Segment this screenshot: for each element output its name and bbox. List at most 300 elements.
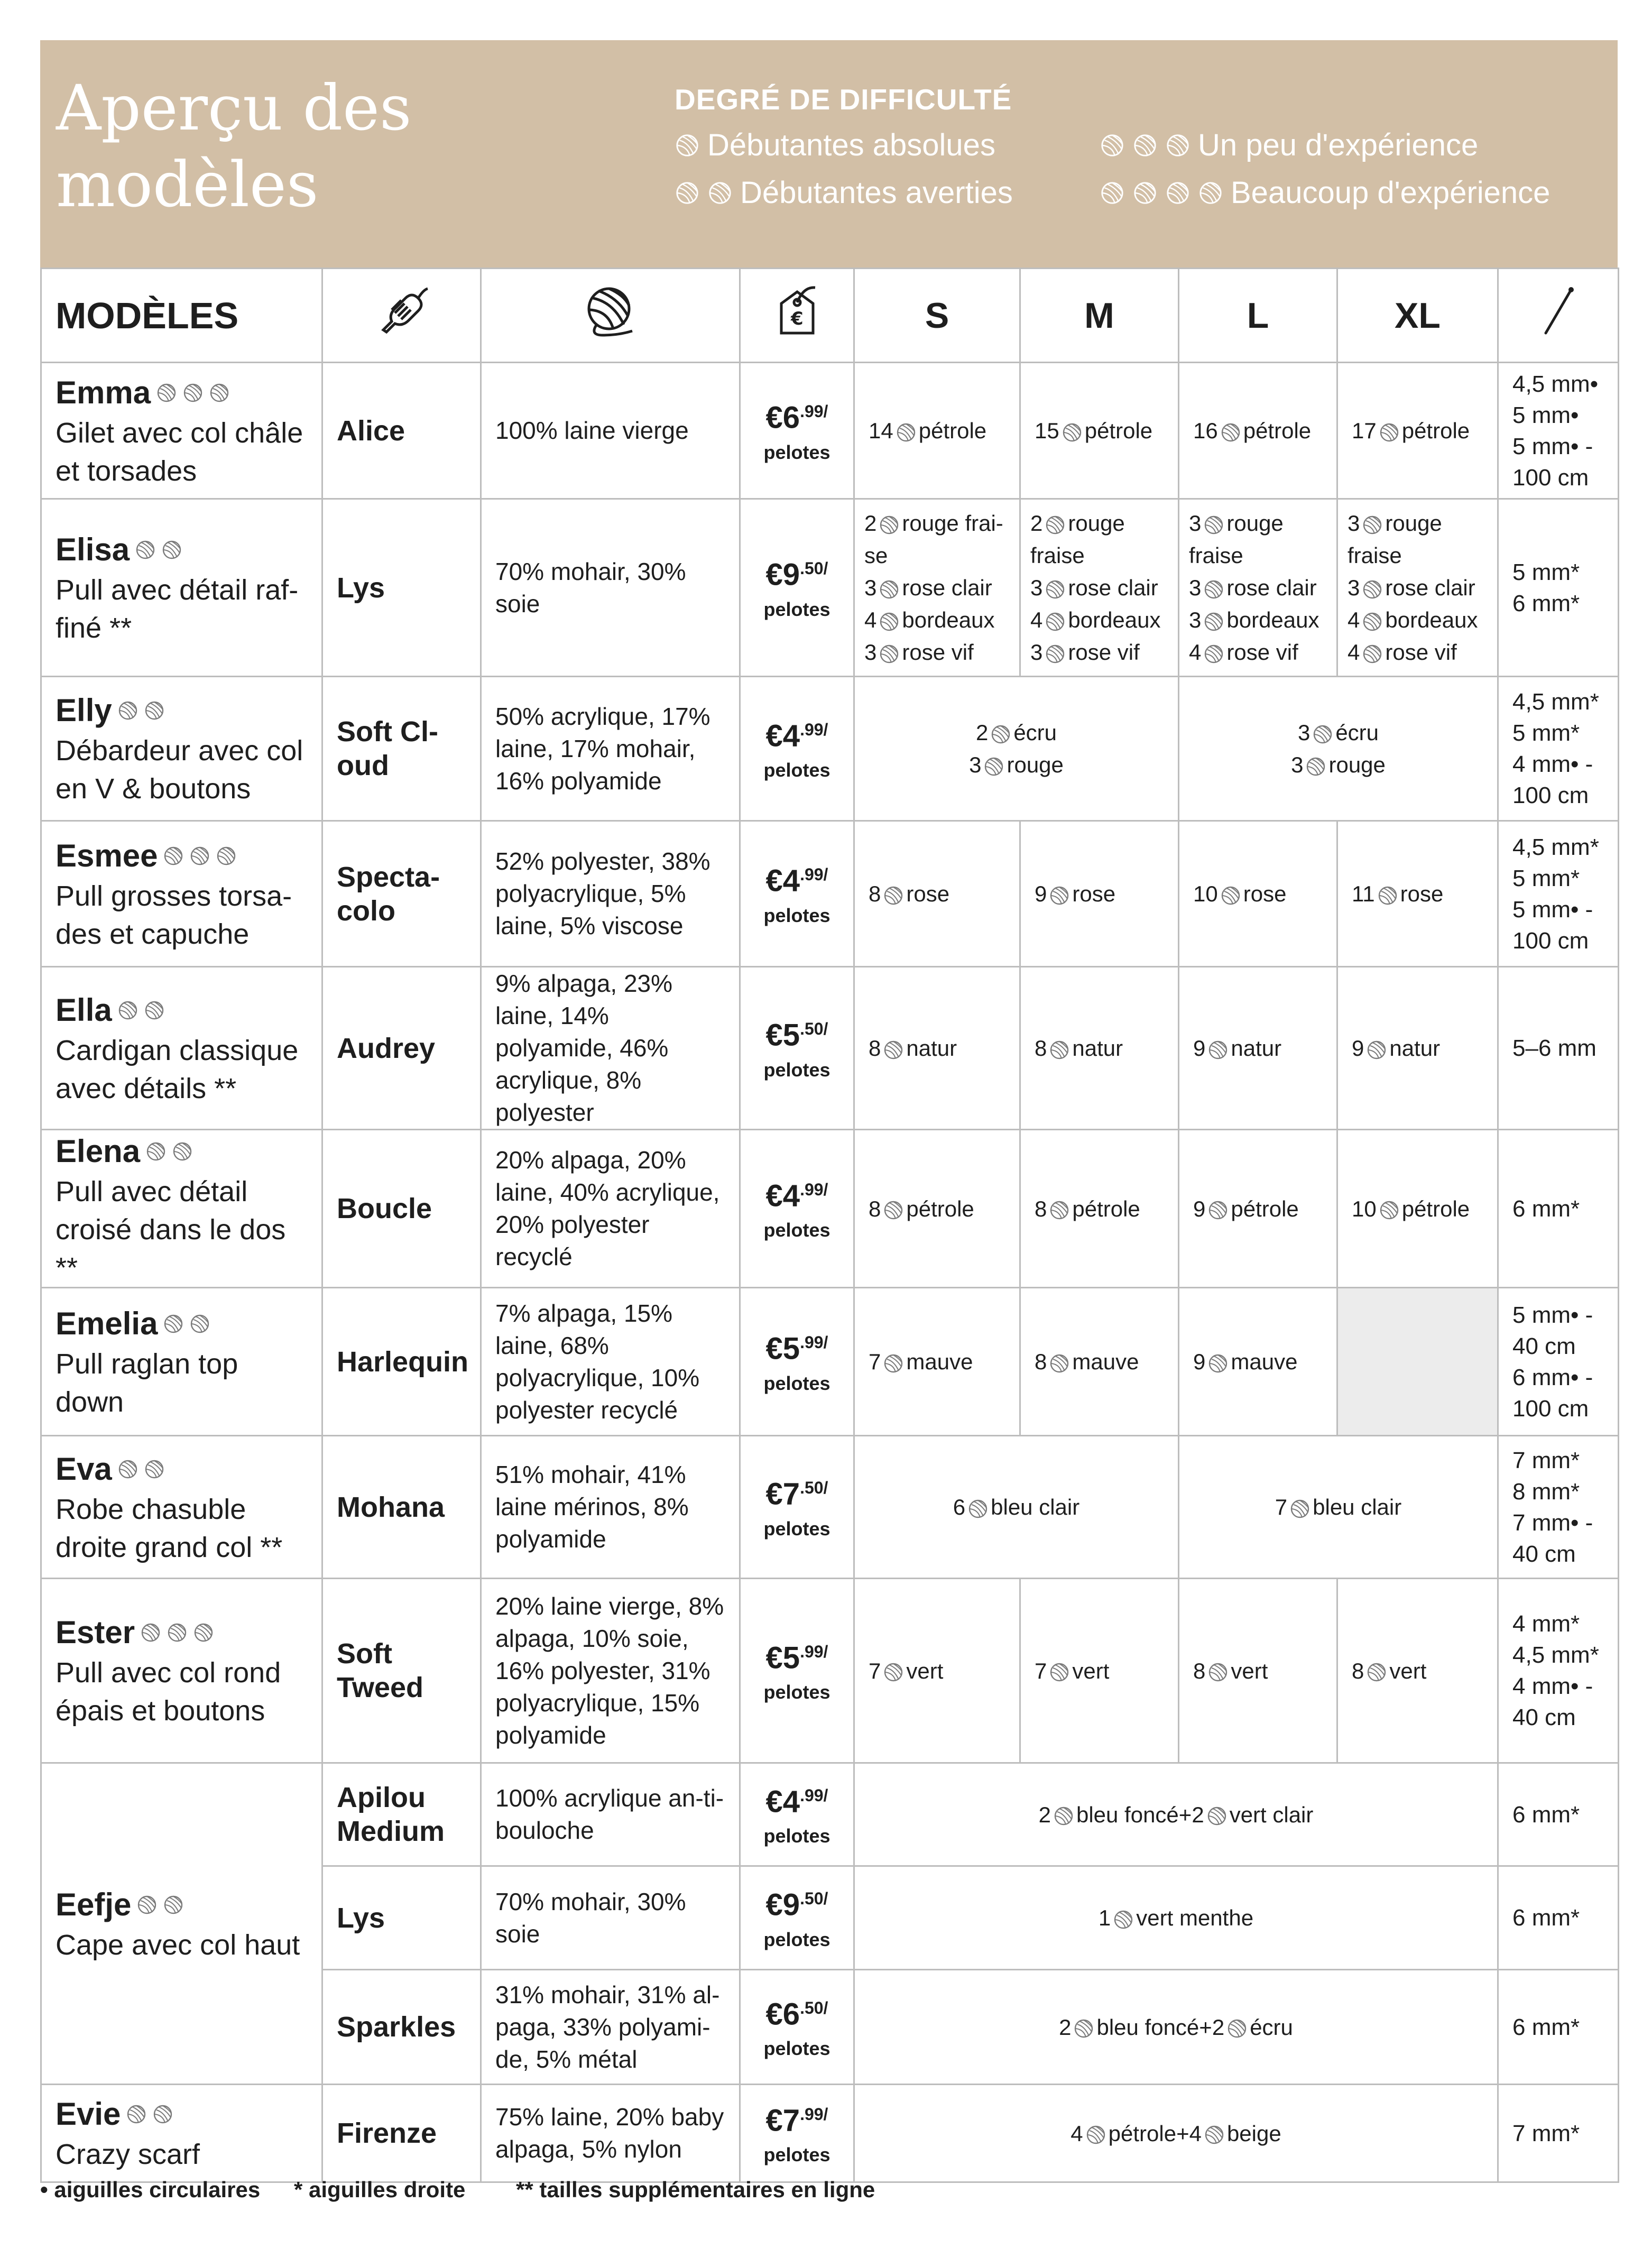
page-title bbox=[56, 70, 426, 223]
difficulty-level-2 bbox=[675, 175, 1013, 210]
model-name bbox=[56, 1448, 308, 1490]
yarn-ball-icon bbox=[209, 382, 230, 403]
model-cell bbox=[41, 1579, 322, 1763]
table-row bbox=[41, 1130, 1619, 1288]
needle-size: 5 mm• - bbox=[1512, 1302, 1593, 1328]
model-description: Débardeur avec col en V & boutons bbox=[56, 735, 303, 805]
composition-cell bbox=[481, 1130, 740, 1288]
quantity-color: rouge fraise bbox=[1030, 511, 1125, 568]
yarn-ball-icon bbox=[163, 1894, 184, 1915]
yarn-ball-icon bbox=[1226, 2018, 1248, 2039]
column-header-size-xl: XL bbox=[1337, 269, 1498, 363]
price-main: €5 bbox=[765, 1331, 800, 1366]
quantity-color: bleu foncé bbox=[1096, 2014, 1199, 2040]
quantity-line bbox=[869, 716, 1164, 749]
size-cell bbox=[854, 821, 1020, 967]
quantity-number: 8 bbox=[1035, 1036, 1047, 1061]
quantity-number: 2 bbox=[1059, 2014, 1072, 2040]
model-name bbox=[56, 989, 308, 1031]
size-cell bbox=[1337, 1130, 1498, 1288]
model-description: Pull avec col rond épais et boutons bbox=[56, 1657, 281, 1727]
yarn-ball-icon bbox=[1362, 643, 1383, 665]
quantity-number: 2 bbox=[1038, 1802, 1051, 1827]
yarn-ball-icon bbox=[967, 1498, 989, 1519]
needles-cell bbox=[1498, 821, 1619, 967]
price-cell bbox=[740, 1970, 854, 2085]
yarn-ball-icon bbox=[1045, 611, 1066, 632]
model-name-text: Evie bbox=[56, 2096, 121, 2132]
table-row bbox=[41, 1579, 1619, 1763]
quantity-color: rose vif bbox=[1385, 640, 1457, 665]
model-cell bbox=[41, 1130, 322, 1288]
price-value bbox=[741, 1777, 853, 1820]
difficulty-label: Beaucoup d'expérience bbox=[1231, 176, 1551, 210]
yarn-ball-icon bbox=[1049, 1662, 1070, 1683]
quantity-line bbox=[864, 636, 1010, 668]
needle-size: 40 cm bbox=[1512, 1333, 1576, 1359]
needle-size: 7 mm* bbox=[1512, 1447, 1580, 1473]
price-value bbox=[741, 711, 853, 754]
yarn-ball-icon bbox=[161, 539, 182, 560]
price-value bbox=[741, 1324, 853, 1367]
quantity-line bbox=[869, 414, 1005, 447]
size-cell bbox=[854, 1130, 1020, 1288]
quantity-color: rouge fraise bbox=[1189, 511, 1284, 568]
quantity-number: 3 bbox=[1189, 607, 1202, 632]
quantity-number: 4 bbox=[1189, 640, 1202, 665]
yarn-ball-icon bbox=[140, 1622, 161, 1643]
quantity-line bbox=[869, 1032, 1005, 1064]
needle-size: 6 mm• - bbox=[1512, 1364, 1593, 1390]
price-cell bbox=[740, 1579, 854, 1763]
price-unit: pelotes bbox=[763, 598, 830, 620]
quantity-line bbox=[1189, 572, 1327, 604]
yarn-ball-icon bbox=[675, 133, 700, 158]
yarn-ball-icon bbox=[675, 180, 700, 206]
quantity-number: 15 bbox=[1035, 418, 1059, 443]
size-cell bbox=[1020, 1579, 1179, 1763]
price-value bbox=[741, 1010, 853, 1054]
quantity-color: pétrole bbox=[918, 418, 987, 443]
yarn-ball-icon bbox=[879, 611, 900, 632]
quantity-color: écru bbox=[1250, 2014, 1293, 2040]
quantity-number: 3 bbox=[1348, 511, 1360, 536]
quantity-number: 2 bbox=[864, 511, 877, 536]
yarn-ball-icon bbox=[1289, 1498, 1310, 1519]
composition-text: 100% laine vierge bbox=[495, 417, 689, 444]
quantity-line bbox=[864, 604, 1010, 636]
yarn-ball-icon bbox=[156, 382, 177, 403]
yarn-ball-icon bbox=[136, 1894, 158, 1915]
model-name bbox=[56, 1130, 308, 1173]
yarn-ball-icon bbox=[117, 1459, 139, 1480]
model-cell bbox=[41, 967, 322, 1130]
quantity-line bbox=[864, 507, 1010, 572]
yarn-ball-icon bbox=[1366, 1039, 1387, 1061]
yarn-ball-icon bbox=[182, 382, 204, 403]
quantity-line bbox=[1035, 1032, 1164, 1064]
price-cents: .99/ bbox=[800, 402, 828, 421]
quantity-line bbox=[869, 1902, 1483, 1934]
price-unit: pelotes bbox=[763, 2038, 830, 2060]
price-cell bbox=[740, 1130, 854, 1288]
quantity-color: vert bbox=[1389, 1658, 1427, 1683]
yarn-ball-icon bbox=[1132, 133, 1158, 158]
column-header-size-m: M bbox=[1020, 269, 1179, 363]
price-unit: pelotes bbox=[763, 1517, 830, 1540]
price-cents: .50/ bbox=[800, 1998, 828, 2017]
needle-size: 4,5 mm• bbox=[1512, 371, 1599, 397]
price-cell bbox=[740, 2085, 854, 2182]
title-line-2: modèles bbox=[56, 148, 319, 221]
model-cell bbox=[41, 499, 322, 677]
quantity-color: rose bbox=[1072, 881, 1116, 906]
yarn-ball-icon bbox=[172, 1141, 193, 1162]
table-row bbox=[41, 499, 1619, 677]
yarn-ball-icon bbox=[1045, 579, 1066, 600]
quantity-line bbox=[1030, 636, 1168, 668]
size-cell bbox=[1179, 1130, 1337, 1288]
quantity-line bbox=[1193, 1345, 1323, 1378]
table-row bbox=[41, 1436, 1619, 1579]
needle-size: 5 mm* bbox=[1512, 865, 1580, 891]
quantity-line bbox=[1348, 636, 1488, 668]
yarn-name: Soft Tweed bbox=[337, 1638, 424, 1703]
yarn-ball-icon bbox=[1049, 1200, 1070, 1221]
difficulty-level-3 bbox=[1100, 127, 1478, 163]
difficulty-label: Débutantes absolues bbox=[707, 128, 995, 162]
needles-cell bbox=[1498, 499, 1619, 677]
price-cell bbox=[740, 1763, 854, 1866]
quantity-color: rose bbox=[1400, 881, 1444, 906]
quantity-number: 4 bbox=[1189, 2121, 1202, 2146]
needle-size: 6 mm* bbox=[1512, 590, 1580, 616]
yarn-ball-icon bbox=[1100, 133, 1125, 158]
quantity-color: écru bbox=[1335, 720, 1379, 745]
needle-size: 6 mm* bbox=[1512, 1905, 1580, 1931]
yarn-name: Audrey bbox=[337, 1032, 436, 1064]
size-cell bbox=[1179, 821, 1337, 967]
size-cell bbox=[1020, 821, 1179, 967]
model-name bbox=[56, 1611, 308, 1654]
yarn-ball-icon bbox=[582, 282, 640, 340]
yarn-ball-icon bbox=[167, 1622, 188, 1643]
yarn-name: Mohana bbox=[337, 1491, 445, 1523]
quantity-line bbox=[1035, 878, 1164, 910]
difficulty-level-1 bbox=[675, 127, 995, 163]
price-cell bbox=[740, 677, 854, 821]
yarn-ball-icon bbox=[1220, 885, 1241, 906]
quantity-number: 8 bbox=[869, 1196, 881, 1221]
yarn-ball-icon bbox=[879, 579, 900, 600]
yarn-ball-icon bbox=[1362, 579, 1383, 600]
quantity-line bbox=[1193, 414, 1323, 447]
quantity-number: 8 bbox=[869, 1036, 881, 1061]
model-name-text: Elly bbox=[56, 693, 112, 728]
column-header-yarn bbox=[322, 269, 481, 363]
quantity-number: 8 bbox=[1352, 1658, 1364, 1683]
yarn-ball-icon bbox=[193, 1622, 214, 1643]
price-main: €9 bbox=[765, 557, 800, 592]
quantity-number: 8 bbox=[1035, 1349, 1047, 1374]
needles-cell bbox=[1498, 1866, 1619, 1970]
yarn-ball-icon bbox=[1085, 2124, 1106, 2145]
quantity-number: 8 bbox=[869, 881, 881, 906]
yarn-ball-icon bbox=[216, 845, 237, 867]
quantity-number: 10 bbox=[1193, 881, 1218, 906]
quantity-line bbox=[1352, 1655, 1483, 1687]
column-header-needles bbox=[1498, 269, 1619, 363]
quantity-line bbox=[869, 1655, 1005, 1687]
yarn-ball-icon bbox=[879, 643, 900, 665]
needles-cell bbox=[1498, 1763, 1619, 1866]
yarn-ball-icon bbox=[883, 1200, 904, 1221]
table-header-row bbox=[41, 269, 1619, 363]
yarn-cell bbox=[322, 499, 481, 677]
yarn-ball-icon bbox=[1053, 1805, 1074, 1827]
needles-cell bbox=[1498, 1288, 1619, 1436]
composition-text: 20% alpaga, 20% laine, 40% acrylique, 20% polyester recyclé bbox=[495, 1146, 720, 1270]
footnote-straight: * aiguilles droite bbox=[294, 2177, 466, 2202]
all-sizes-cell bbox=[854, 2085, 1498, 2182]
quantity-number: 4 bbox=[1348, 607, 1360, 632]
yarn-cell bbox=[322, 2085, 481, 2182]
price-unit: pelotes bbox=[763, 1825, 830, 1847]
model-description: Pull avec détail raf-finé ** bbox=[56, 574, 299, 644]
yarn-cell bbox=[322, 821, 481, 967]
quantity-color: mauve bbox=[1231, 1349, 1298, 1374]
size-cell bbox=[854, 363, 1020, 499]
quantity-line bbox=[1193, 749, 1483, 781]
model-description: Pull grosses torsa-des et capuche bbox=[56, 880, 292, 950]
price-value bbox=[741, 393, 853, 436]
quantity-number: 10 bbox=[1352, 1196, 1377, 1221]
yarn-ball-icon bbox=[883, 1039, 904, 1061]
price-cell bbox=[740, 1436, 854, 1579]
price-tag-icon bbox=[771, 282, 824, 340]
yarn-cell bbox=[322, 1436, 481, 1579]
quantity-color: pétrole bbox=[1108, 2121, 1177, 2146]
price-cell bbox=[740, 1866, 854, 1970]
table-row bbox=[41, 967, 1619, 1130]
quantity-color: rose bbox=[1243, 881, 1287, 906]
needle-size: 100 cm bbox=[1512, 782, 1589, 808]
footnote-circular: • aiguilles circulaires bbox=[40, 2177, 261, 2202]
quantity-color: natur bbox=[1231, 1036, 1282, 1061]
composition-text: 52% polyester, 38% polyacrylique, 5% laine, 5% viscose bbox=[495, 847, 710, 939]
needle-size: 5 mm• - bbox=[1512, 433, 1593, 459]
quantity-number: 9 bbox=[1193, 1196, 1206, 1221]
quantity-line bbox=[1030, 604, 1168, 636]
page-header bbox=[40, 40, 1618, 268]
quantity-number: 4 bbox=[1348, 640, 1360, 665]
yarn-ball-icon bbox=[189, 845, 210, 867]
quantity-number: 2 bbox=[1030, 511, 1043, 536]
composition-cell bbox=[481, 1866, 740, 1970]
quantity-color: rose clair bbox=[1385, 575, 1475, 600]
price-main: €7 bbox=[765, 2103, 800, 2138]
needle-size: 8 mm* bbox=[1512, 1478, 1580, 1505]
composition-text: 51% mohair, 41% laine mérinos, 8% polyamide bbox=[495, 1461, 689, 1553]
model-name bbox=[56, 1884, 308, 1926]
price-main: €5 bbox=[765, 1018, 800, 1053]
composition-cell bbox=[481, 821, 740, 967]
needle-size: 4,5 mm* bbox=[1512, 1642, 1599, 1668]
model-cell bbox=[41, 677, 322, 821]
yarn-name: Boucle bbox=[337, 1193, 432, 1224]
size-l-xl-cell bbox=[1179, 677, 1498, 821]
composition-cell bbox=[481, 967, 740, 1130]
quantity-color: écru bbox=[1013, 720, 1057, 745]
size-cell bbox=[1179, 1288, 1337, 1436]
yarn-ball-icon bbox=[1203, 611, 1224, 632]
quantity-color: pétrole bbox=[1243, 418, 1312, 443]
model-description: Pull avec détail croisé dans le dos ** bbox=[56, 1176, 286, 1284]
quantity-color: bleu clair bbox=[991, 1495, 1080, 1519]
yarn-ball-icon bbox=[163, 1313, 184, 1334]
needles-cell bbox=[1498, 1436, 1619, 1579]
quantity-number: 3 bbox=[1189, 511, 1202, 536]
model-cell bbox=[41, 2085, 322, 2182]
quantity-number: 3 bbox=[864, 575, 877, 600]
price-unit: pelotes bbox=[763, 441, 830, 463]
price-value bbox=[741, 2096, 853, 2139]
model-description: Pull raglan top down bbox=[56, 1348, 238, 1418]
yarn-ball-icon bbox=[145, 1141, 167, 1162]
quantity-color: rouge bbox=[1007, 752, 1064, 777]
price-main: €4 bbox=[765, 718, 800, 753]
yarn-cell bbox=[322, 1579, 481, 1763]
yarn-ball-icon bbox=[1207, 1200, 1229, 1221]
quantity-number: 4 bbox=[1070, 2121, 1083, 2146]
price-value bbox=[741, 550, 853, 593]
yarn-ball-icon bbox=[1379, 1200, 1400, 1221]
composition-text: 70% mohair, 30% soie bbox=[495, 557, 686, 618]
size-cell bbox=[1337, 967, 1498, 1130]
quantity-color: bleu foncé bbox=[1076, 1802, 1179, 1827]
size-cell bbox=[854, 967, 1020, 1130]
quantity-line bbox=[1193, 716, 1483, 749]
quantity-color: natur bbox=[906, 1036, 957, 1061]
quantity-line bbox=[1035, 1655, 1164, 1687]
needle-size: 5 mm* bbox=[1512, 720, 1580, 746]
yarn-ball-icon bbox=[1362, 514, 1383, 536]
model-name-text: Eva bbox=[56, 1451, 112, 1487]
quantity-number: 11 bbox=[1352, 881, 1375, 906]
model-cell bbox=[41, 1763, 322, 2085]
size-cell bbox=[1179, 967, 1337, 1130]
quantity-color: rose vif bbox=[902, 640, 974, 665]
model-name-text: Emelia bbox=[56, 1305, 158, 1341]
size-cell bbox=[854, 1579, 1020, 1763]
column-header-price bbox=[740, 269, 854, 363]
quantity-color: natur bbox=[1072, 1036, 1123, 1061]
price-cell bbox=[740, 967, 854, 1130]
needles-cell bbox=[1498, 363, 1619, 499]
svg-text:€: € bbox=[790, 308, 804, 329]
yarn-ball-icon bbox=[1203, 514, 1224, 536]
quantity-number: 9 bbox=[1193, 1349, 1206, 1374]
separator: + bbox=[1199, 2014, 1212, 2040]
quantity-line bbox=[869, 1345, 1005, 1378]
quantity-color: rose clair bbox=[1068, 575, 1158, 600]
needles-cell bbox=[1498, 1970, 1619, 2085]
price-cents: .99/ bbox=[800, 1642, 828, 1661]
price-main: €6 bbox=[765, 1997, 800, 2032]
quantity-color: bleu clair bbox=[1313, 1495, 1402, 1519]
quantity-color: rose clair bbox=[1226, 575, 1317, 600]
quantity-color: bordeaux bbox=[1068, 607, 1161, 632]
composition-text: 31% mohair, 31% al-paga, 33% polyami-de, 5% métal bbox=[495, 1980, 720, 2073]
model-description: Crazy scarf bbox=[56, 2139, 200, 2170]
quantity-color: pétrole bbox=[1401, 418, 1470, 443]
needle-size: 6 mm* bbox=[1512, 2014, 1580, 2040]
quantity-line bbox=[869, 878, 1005, 910]
quantity-number: 6 bbox=[953, 1495, 966, 1519]
price-unit: pelotes bbox=[763, 1372, 830, 1394]
quantity-color: natur bbox=[1389, 1036, 1441, 1061]
model-name-text: Emma bbox=[56, 374, 151, 410]
composition-cell bbox=[481, 363, 740, 499]
quantity-line bbox=[869, 2117, 1483, 2150]
quantity-color: rose vif bbox=[1226, 640, 1298, 665]
yarn-ball-icon bbox=[1207, 1039, 1229, 1061]
table-row bbox=[41, 2085, 1619, 2182]
composition-text: 9% alpaga, 23% laine, 14% polyamide, 46% acrylique, 8% polyester bbox=[495, 970, 673, 1126]
all-sizes-cell bbox=[854, 1763, 1498, 1866]
quantity-line bbox=[1035, 1193, 1164, 1225]
yarn-ball-icon bbox=[1049, 1039, 1070, 1061]
needle-size: 4 mm• - bbox=[1512, 1673, 1593, 1699]
needle-size: 5 mm• - bbox=[1512, 896, 1593, 923]
yarn-ball-icon bbox=[1045, 514, 1066, 536]
size-s-m-cell bbox=[854, 677, 1179, 821]
quantity-color: vert bbox=[1072, 1658, 1110, 1683]
quantity-color: pétrole bbox=[1401, 1196, 1470, 1221]
quantity-number: 3 bbox=[1189, 575, 1202, 600]
quantity-color: mauve bbox=[1072, 1349, 1139, 1374]
yarn-name: Soft Cl-oud bbox=[337, 716, 438, 781]
needle-size: 100 cm bbox=[1512, 1395, 1589, 1422]
price-cell bbox=[740, 499, 854, 677]
quantity-line bbox=[1348, 507, 1488, 572]
yarn-ball-icon bbox=[883, 1662, 904, 1683]
model-name bbox=[56, 372, 308, 414]
price-main: €6 bbox=[765, 400, 800, 435]
model-name bbox=[56, 1303, 308, 1345]
quantity-number: 3 bbox=[1348, 575, 1360, 600]
table-row bbox=[41, 677, 1619, 821]
composition-cell bbox=[481, 1288, 740, 1436]
yarn-ball-icon bbox=[189, 1313, 210, 1334]
composition-cell bbox=[481, 1970, 740, 2085]
size-cell bbox=[1337, 821, 1498, 967]
yarn-cell bbox=[322, 677, 481, 821]
yarn-ball-icon bbox=[152, 2104, 173, 2125]
needle-size: 7 mm* bbox=[1512, 2120, 1580, 2146]
quantity-number: 14 bbox=[869, 418, 893, 443]
yarn-ball-icon bbox=[1305, 756, 1326, 777]
composition-cell bbox=[481, 2085, 740, 2182]
yarn-ball-icon bbox=[144, 1459, 165, 1480]
price-main: €4 bbox=[765, 1178, 800, 1213]
price-cents: .50/ bbox=[800, 1019, 828, 1039]
quantity-number: 9 bbox=[1352, 1036, 1364, 1061]
quantity-line bbox=[1348, 604, 1488, 636]
needle-size: 5 mm* bbox=[1512, 559, 1580, 585]
yarn-ball-icon bbox=[1203, 643, 1224, 665]
quantity-number: 3 bbox=[864, 640, 877, 665]
